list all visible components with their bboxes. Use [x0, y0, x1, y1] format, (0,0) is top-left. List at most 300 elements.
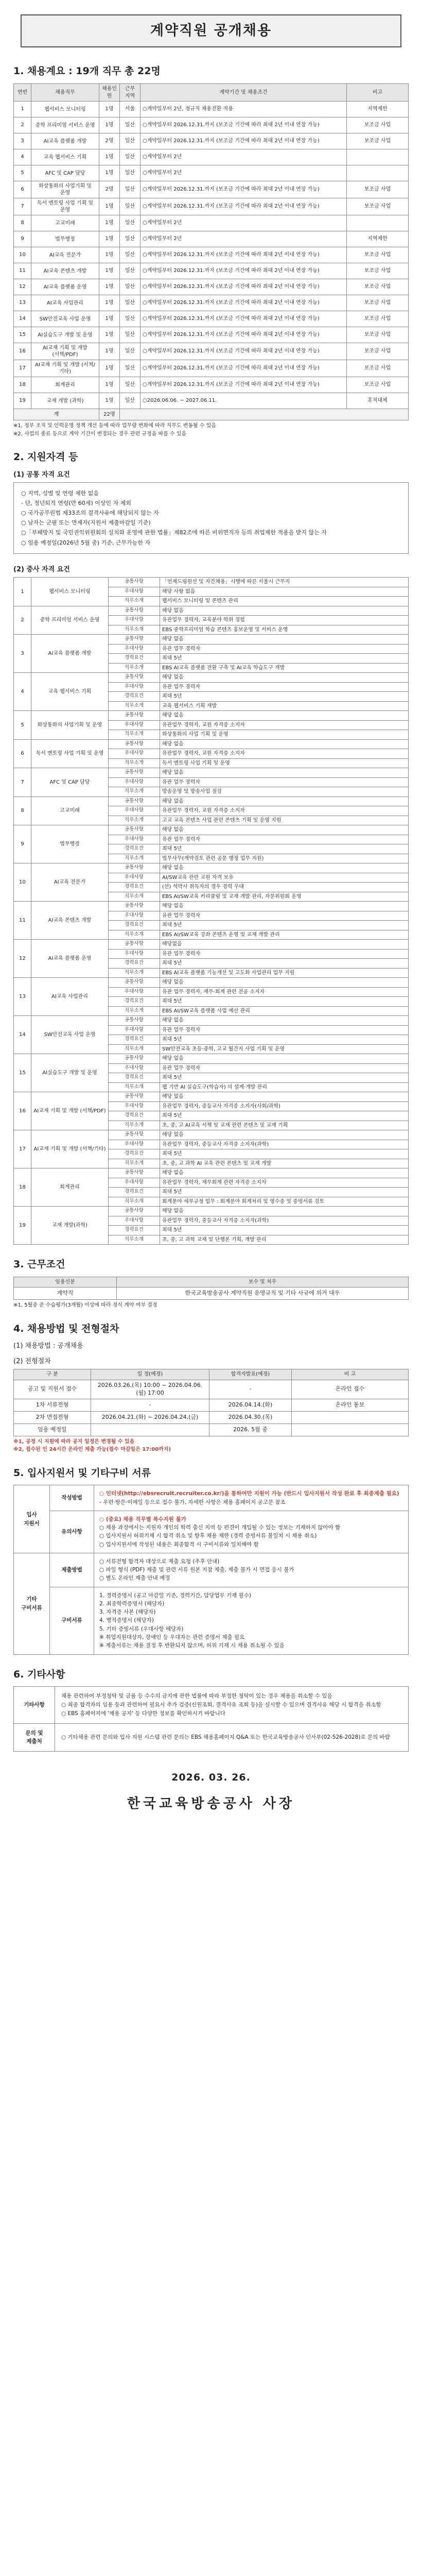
- table-row: [14, 711, 409, 721]
- table-row: [14, 247, 409, 263]
- requirement-key: 우대사항: [109, 1063, 160, 1073]
- content-line: ○ 별도 온라인 제출 안내 예정: [99, 1575, 170, 1582]
- table-row: [14, 1687, 409, 1723]
- section-6-heading: 6. 기타사항: [13, 1668, 65, 1680]
- row-number: 15: [14, 1054, 31, 1092]
- requirement-key: 공통사항: [109, 978, 160, 988]
- table-row: [14, 1511, 409, 1553]
- footnote: ※1, 공정 시 지원에 따라 공지 일정은 변경될 수 있음: [13, 1438, 135, 1445]
- work-region: 일산: [120, 198, 140, 215]
- work-region: 일산: [120, 165, 140, 181]
- row-number: 8: [14, 796, 31, 825]
- requirement-key: 직무소개: [109, 930, 160, 940]
- work-region: 일산: [120, 133, 140, 149]
- column-header: 연번: [14, 84, 31, 101]
- requirement-key: 직무소개: [109, 701, 160, 711]
- table-row: [14, 215, 409, 231]
- table-cell: -: [91, 1399, 209, 1411]
- table-cell: 온라인 접수: [292, 1380, 409, 1399]
- requirement-value: 최대 5년: [160, 1035, 409, 1045]
- row-note: 보조금 사업: [347, 295, 409, 311]
- column-header: 비고: [347, 84, 409, 101]
- item-content: [94, 1485, 409, 1511]
- table-row: [14, 739, 409, 749]
- requirement-key: 우대사항: [109, 749, 160, 759]
- requirement-key: 우대사항: [109, 587, 160, 597]
- table-row: [14, 181, 409, 198]
- requirement-key: 공통사항: [109, 739, 160, 749]
- requirement-item: ○ 남자는 군필 또는 면제자(지원서 제출마감일 기준): [21, 519, 151, 527]
- requirement-value: EBS AI/SW교육 플랫폼 사업 예산 관리: [160, 1006, 409, 1016]
- table-row: [14, 902, 409, 911]
- requirement-value: EBS AI교육 플랫폼 기능개선 및 고도화 사업관리 업무 지원: [160, 968, 409, 978]
- table-row: [14, 1411, 409, 1423]
- job-area: 고교미래: [31, 215, 99, 231]
- content-line: ○ 인터넷(http://ebsrecruit.recruiter.co.kr/)을 통하여만 지원이 가능 (반드시 입사지원서 작성 완료 후 최종제출 필요): [99, 1490, 399, 1497]
- job-area: AI교육 플랫폼 운영: [31, 279, 99, 295]
- table-row: [14, 1287, 409, 1300]
- requirement-value: 웹 기반 AI 실습도구(학습자) 의 설계·개발 관리: [160, 1082, 409, 1092]
- requirement-value: 최대 5년: [160, 844, 409, 854]
- content-line: 5. 기타 증빙서류 (우대사항 해당자): [99, 1625, 184, 1632]
- requirement-value: 해당 없음: [160, 768, 409, 778]
- requirement-key: 우대사항: [109, 616, 160, 625]
- row-number: 18: [14, 377, 31, 393]
- job-area: AI교재 기획 및 개발 (서책/기타): [31, 1130, 109, 1168]
- work-region: 일산: [120, 247, 140, 263]
- requirement-value: 해당없음: [160, 940, 409, 950]
- requirement-value: 해당 없음: [160, 978, 409, 988]
- requirement-value: 유관 업무 경력자: [160, 777, 409, 787]
- job-area: AI교육 플랫폼 운영: [31, 940, 109, 978]
- table-cell: 2026.04.21.(화) ~ 2026.04.24.(금): [91, 1411, 209, 1423]
- headcount: 1명: [99, 377, 120, 393]
- work-region: 일산: [120, 377, 140, 393]
- requirement-value: SW안전교육 초등·중학, 고교 월간지 사업 기획 및 운영: [160, 1044, 409, 1054]
- row-number: 13: [14, 978, 31, 1016]
- requirement-value: 최대 5년: [160, 1188, 409, 1197]
- requirement-key: 우대사항: [109, 911, 160, 921]
- table-row: [14, 1207, 409, 1216]
- requirement-key: 우대사항: [109, 1025, 160, 1035]
- content-line: 3. 자격증 사본 (해당자): [99, 1609, 156, 1616]
- requirement-key: 직무소개: [109, 597, 160, 606]
- content-line: ※ 제출서류는 채용 결정 후 반환되지 않으며, 허위 기재 시 채용 취소될 수 있음: [99, 1642, 285, 1649]
- requirement-key: 경력요건: [109, 1149, 160, 1159]
- requirement-value: 유관업무 경력자, 교육분야 학위 경험: [160, 616, 409, 625]
- requirement-key: 경력요건: [109, 1111, 160, 1121]
- requirement-key: 직무소개: [109, 854, 160, 863]
- column-header: 채용직무: [31, 84, 99, 101]
- table-cell: 2026.04.14.(화): [209, 1399, 292, 1411]
- section-1-heading: 1. 채용계요 : 19개 직무 총 22명: [13, 65, 161, 77]
- requirement-value: EBS AI/SW교육 강좌 콘텐츠 운영 및 교재 개발 관리: [160, 930, 409, 940]
- requirement-key: 직무소개: [109, 1082, 160, 1092]
- recruit-process: (2) 전형절차: [13, 1357, 51, 1365]
- requirement-key: 공통사항: [109, 606, 160, 616]
- row-number: 12: [14, 279, 31, 295]
- requirement-value: 유관 업무 경력자, 재무·회계 관련 전공 소지자: [160, 987, 409, 997]
- job-area: AI교육 사업관리: [31, 295, 99, 311]
- content-line: ○ (중요) 채용 직무별 복수지원 불가: [99, 1516, 186, 1522]
- requirement-value: 해당 없음: [160, 739, 409, 749]
- row-number: 2: [14, 117, 31, 133]
- row-number: 4: [14, 149, 31, 165]
- requirement-key: 공통사항: [109, 578, 160, 587]
- work-region: 일산: [120, 263, 140, 279]
- requirement-key: 직무소개: [109, 663, 160, 673]
- job-area: AI실습도구 개발 및 운영: [31, 1054, 109, 1092]
- requirement-key: 공통사항: [109, 1207, 160, 1216]
- recruitment-overview-table: [13, 83, 409, 420]
- requirement-value: 최대 5년: [160, 1073, 409, 1083]
- work-conditions-table: [13, 1277, 409, 1300]
- row-number: 16: [14, 1092, 31, 1130]
- row-number: 17: [14, 1130, 31, 1168]
- table-row: [14, 635, 409, 645]
- requirement-value: EBS AI/SW교육 커리큘럼 및 교재 개발 관리, 자문위원회 운영: [160, 892, 409, 902]
- table-header-row: [14, 1369, 409, 1380]
- job-requirements-table: [13, 577, 409, 1245]
- column-header: 채용인원: [99, 84, 120, 101]
- contract-conditions: ○계약일부터 2년: [140, 215, 347, 231]
- contract-conditions: ○2026.06.06. ~ 2027.06.11.: [140, 393, 347, 409]
- requirement-key: 경력요건: [109, 883, 160, 892]
- table-row: [14, 311, 409, 327]
- row-number: 15: [14, 327, 31, 343]
- job-area: AI교재 기획 및 개발 (서책/PDF): [31, 343, 99, 360]
- section-3-heading: 3. 근무조건: [13, 1259, 65, 1270]
- schedule-table: [13, 1369, 409, 1436]
- contract-conditions: ○계약일부터 2026.12.31.까지 (보조금 기간에 따라 최대 2년 이내 연장 가능): [140, 181, 347, 198]
- headcount: 1명: [99, 117, 120, 133]
- row-number: 3: [14, 133, 31, 149]
- requirement-value: EBS AI교육 플랫폼 전환 구축 및 AI교육 학습도구 개발: [160, 663, 409, 673]
- requirement-value: 해당 없음: [160, 711, 409, 721]
- job-area: 중학 프리미엄 서비스 운영: [31, 606, 109, 635]
- job-area: 교재 개발(과학): [31, 1207, 109, 1245]
- column-header: 비 고: [292, 1369, 409, 1380]
- requirement-key: 경력요건: [109, 1073, 160, 1083]
- job-area: SW안전교육 사업 운영: [31, 311, 99, 327]
- requirement-value: 유관 업무 경력자: [160, 644, 409, 654]
- row-note: 보조금 사업: [347, 279, 409, 295]
- row-number: 9: [14, 825, 31, 863]
- contract-conditions: ○계약일부터 2026.12.31.까지 (보조금 기간에 따라 최대 2년 이내 연장 가능): [140, 360, 347, 377]
- row-number: 9: [14, 231, 31, 247]
- requirement-value: 최대 5년: [160, 1149, 409, 1159]
- table-cell: 2026. 5월 중: [209, 1423, 292, 1436]
- group-label: 입사 지원서: [14, 1485, 50, 1553]
- contract-conditions: ○계약일부터 2년: [140, 231, 347, 247]
- requirement-key: 공통사항: [109, 635, 160, 645]
- requirement-value: 초, 중, 고 과학 교재 및 단행본 기획, 개발 관리: [160, 1235, 409, 1245]
- column-header: 근무 지역: [120, 84, 140, 101]
- contract-conditions: ○계약일부터 2026.12.31.까지 (보조금 기간에 따라 최대 2년 이내 연장 가능): [140, 133, 347, 149]
- requirement-value: 해당 없음: [160, 902, 409, 911]
- footnote: ※1, 정부 조직 및 인력운영 정책 개선 등에 따라 업무량 변화에 따라 직무도 변동될 수 있음: [13, 423, 217, 429]
- job-area: 화상통화의 사업기획 및 운영: [31, 181, 99, 198]
- requirement-value: 해당 없음: [160, 1130, 409, 1140]
- requirement-key: 우대사항: [109, 1140, 160, 1149]
- section-4-heading: 4. 채용방법 및 전형절차: [13, 1323, 119, 1334]
- row-number: 4: [14, 673, 31, 711]
- headcount: 1명: [99, 295, 120, 311]
- requirement-key: 직무소개: [109, 1006, 160, 1016]
- requirement-value: 해당 없음: [160, 863, 409, 873]
- requirement-value: 최대 5년: [160, 1226, 409, 1235]
- headcount: 1명: [99, 327, 120, 343]
- table-row: [14, 198, 409, 215]
- requirement-value: 최대 5년: [160, 921, 409, 930]
- column-header: 합격자발표(예정): [209, 1369, 292, 1380]
- column-header: 보수 및 처우: [117, 1277, 409, 1287]
- requirement-value: 고교 교육 콘텐츠 사업 관련 콘텐츠 기획 및 운영 지원: [160, 816, 409, 825]
- job-area: 교재 개발 (과학): [31, 393, 99, 409]
- requirement-key: 공통사항: [109, 1016, 160, 1026]
- requirement-value: 해당 없음: [160, 606, 409, 616]
- contract-conditions: ○계약일부터 2026.12.31.까지 (보조금 기간에 따라 최대 2년 이내 연장 가능): [140, 311, 347, 327]
- requirement-value: 유관 업무 경력자: [160, 911, 409, 921]
- requirement-key: 우대사항: [109, 1216, 160, 1226]
- item-label: 유의사항: [50, 1511, 94, 1553]
- requirement-value: 해당 없음: [160, 1092, 409, 1102]
- content-line: ○ 기타채용 관련 문의와 입사 지원 시스템 관련 문의는 EBS 채용홈페이지 Q&A 또는 한국교육방송공사 인사부(02-526-2028)로 문의 바람: [61, 1734, 390, 1740]
- requirement-key: 우대사항: [109, 1101, 160, 1111]
- headcount: 1명: [99, 393, 120, 409]
- job-area: AI실습도구 개발 및 운영: [31, 327, 99, 343]
- table-row: [14, 825, 409, 835]
- requirement-key: 공통사항: [109, 711, 160, 721]
- requirement-value: 회계분야 세부규정 업무 : 회계분야 회계처리 및 영수증 및 증빙서류 검토: [160, 1197, 409, 1207]
- section-2-heading: 2. 지원자격 등: [13, 451, 78, 463]
- job-area: AI교육 플랫폼 개발: [31, 635, 109, 673]
- content-line: ○ 최종 합격자의 임용 등과 관련하여 필요시 추가 검증(신원조회, 결격사유 조회 등)을 실시할 수 있으며 결격사유 해당 시 합격을 취소함: [61, 1701, 381, 1708]
- work-region: 일산: [120, 117, 140, 133]
- table-cell: 계약직: [14, 1287, 117, 1300]
- row-number: 5: [14, 711, 31, 740]
- headcount: 2명: [99, 133, 120, 149]
- requirement-value: (선) 석박사 취득자의 경우 경력 우대: [160, 883, 409, 892]
- row-note: 지역제한: [347, 231, 409, 247]
- common-requirements-heading: (1) 공통 자격 요건: [13, 470, 70, 479]
- requirement-key: 우대사항: [109, 806, 160, 816]
- job-area: 교육 웹서비스 기획: [31, 673, 109, 711]
- row-number: 7: [14, 768, 31, 797]
- content-line: ○ 입사지원서 허위기재 시 합격 취소 및 향후 채용 제한 (경력 증빙서류 불일치 시 채용 취소): [99, 1533, 317, 1539]
- requirement-key: 공통사항: [109, 902, 160, 911]
- requirement-value: 방송운영 및 방송사업 점검: [160, 787, 409, 797]
- row-number: 10: [14, 247, 31, 263]
- job-area: 회계관리: [31, 1168, 109, 1207]
- content-line: ○ 입사지원서에 작성된 내용은 최종합격 시 구비서류와 일치해야 함: [99, 1541, 259, 1548]
- content-line: ○ 파일 형식 (PDF) 제출 및 관련 서류 원본 지참 제출, 제출 불가 시 면접 응시 불가: [99, 1567, 294, 1573]
- contract-conditions: ○계약일부터 2026.12.31.까지 (보조금 기간에 따라 최대 2년 이내 연장 가능): [140, 263, 347, 279]
- row-number: 19: [14, 393, 31, 409]
- contract-conditions: ○계약일부터 2026.12.31.까지 (보조금 기간에 따라 최대 2년 이내 연장 가능): [140, 198, 347, 215]
- requirement-value: 해당 없음: [160, 635, 409, 645]
- requirement-key: 경력요건: [109, 959, 160, 969]
- item-label: 제출방법: [50, 1553, 94, 1587]
- column-header: 계약기간 및 채용조건: [140, 84, 347, 101]
- requirement-value: 해당 없음: [160, 673, 409, 683]
- job-area: AFC 및 CAP 담당: [31, 165, 99, 181]
- row-number: 8: [14, 215, 31, 231]
- table-header-row: [14, 84, 409, 101]
- job-area: 독서 멘토링 사업 기획 및 운영: [31, 739, 109, 768]
- headcount: 1명: [99, 360, 120, 377]
- row-note: 보조금 사업: [347, 263, 409, 279]
- row-number: 7: [14, 198, 31, 215]
- requirement-key: 경력요건: [109, 1035, 160, 1045]
- headcount: 1명: [99, 231, 120, 247]
- table-row: [14, 360, 409, 377]
- requirement-value: 초, 중, 고 과학 AI 교육 관련 콘텐츠 및 교재 개발: [160, 1159, 409, 1168]
- job-area: 독서 멘토링 사업 기획 및 운영: [31, 198, 99, 215]
- requirement-key: 직무소개: [109, 1159, 160, 1168]
- job-area: 고교미래: [31, 796, 109, 825]
- table-row: [14, 263, 409, 279]
- work-region: 일산: [120, 327, 140, 343]
- requirement-value: 해당 사항 없음: [160, 587, 409, 597]
- row-number: 12: [14, 940, 31, 978]
- requirement-key: 직무소개: [109, 625, 160, 635]
- table-row: [14, 796, 409, 806]
- requirement-key: 직무소개: [109, 758, 160, 768]
- job-area: 법무행정: [31, 825, 109, 863]
- requirement-key: 경력요건: [109, 654, 160, 664]
- requirement-value: 유관업무 경력자, 교원 자격증 소지자: [160, 720, 409, 730]
- requirement-value: 유관업무 경력자, 교원 자격증 소지자: [160, 806, 409, 816]
- row-number: 19: [14, 1207, 31, 1245]
- row-number: 18: [14, 1168, 31, 1207]
- requirement-key: 우대사항: [109, 873, 160, 883]
- row-note: [347, 149, 409, 165]
- row-number: 1: [14, 101, 31, 117]
- section-4-notes: [13, 1438, 409, 1453]
- row-note: 보조금 사업: [347, 311, 409, 327]
- section-3-note: ※1, 5월중 준 수습평가(3개월) 이상에 따라 정식 계약 여부 결정: [13, 1302, 157, 1309]
- table-row: [14, 117, 409, 133]
- requirement-key: 직무소개: [109, 1197, 160, 1207]
- row-number: 14: [14, 1016, 31, 1054]
- work-region: 일산: [120, 311, 140, 327]
- requirement-key: 우대사항: [109, 644, 160, 654]
- row-note: 보조금 사업: [347, 133, 409, 149]
- work-region: 일산: [120, 343, 140, 360]
- item-content: [55, 1723, 409, 1752]
- row-note: 휴직대체: [347, 393, 409, 409]
- requirement-value: 유관업무 경력자, 중등교사 자격증 소지자(사회/과학): [160, 1101, 409, 1111]
- requirement-value: 유관 업무 경력자: [160, 1063, 409, 1073]
- table-cell: 1차 서류전형: [14, 1399, 91, 1411]
- work-region: 서울: [120, 101, 140, 117]
- row-number: 5: [14, 165, 31, 181]
- row-number: 17: [14, 360, 31, 377]
- requirement-value: 독서 멘토링 사업 기획 및 운영: [160, 758, 409, 768]
- requirement-value: 「언제드림원선 및 자간채용」시행에 따른 서울시 근무지: [160, 578, 409, 587]
- work-region: 일산: [120, 215, 140, 231]
- requirement-value: 유관 업무 경력자: [160, 835, 409, 844]
- job-area: SW안전교육 사업 운영: [31, 1016, 109, 1054]
- job-area: 웹서비스 모니터링: [31, 101, 99, 117]
- requirement-key: 공통사항: [109, 1092, 160, 1102]
- row-number: 16: [14, 343, 31, 360]
- organization-signature: 한국교육방송공사 사장: [127, 1795, 295, 1811]
- contract-conditions: ○계약일부터 2년: [140, 165, 347, 181]
- row-number: 2: [14, 606, 31, 635]
- content-line: 4. 병적증명서 (해당자): [99, 1617, 154, 1624]
- requirement-value: 최대 5년: [160, 654, 409, 664]
- table-row: [14, 1399, 409, 1411]
- requirement-value: 유관 업무 경력자: [160, 949, 409, 959]
- requirement-value: 해당 없음: [160, 1168, 409, 1178]
- item-content: [94, 1587, 409, 1654]
- requirement-item: - 단, 정년퇴직 연령(만 60세) 이상인 자 제외: [21, 500, 131, 507]
- requirement-key: 직무소개: [109, 730, 160, 740]
- headcount: 1명: [99, 149, 120, 165]
- job-area: 법무행정: [31, 231, 99, 247]
- requirement-key: 직무소개: [109, 1235, 160, 1245]
- requirement-key: 우대사항: [109, 720, 160, 730]
- requirement-key: 직무소개: [109, 892, 160, 902]
- job-area: 교육 웹서비스 기획: [31, 149, 99, 165]
- headcount: 1명: [99, 263, 120, 279]
- headcount: 1명: [99, 198, 120, 215]
- table-row: [14, 133, 409, 149]
- requirement-value: 최대 5년: [160, 997, 409, 1007]
- work-region: 일산: [120, 149, 140, 165]
- section-5-heading: 5. 입사지원서 및 기타구비 서류: [13, 1467, 151, 1479]
- table-row: [14, 578, 409, 587]
- row-number: 1: [14, 578, 31, 606]
- table-row: [14, 165, 409, 181]
- requirement-item: ○「부패방지 및 국민권익위원회의 설치와 운영에 관한 법률」제82조에 따른 비위면직자 등의 취업제한 적용을 받지 않는 자: [21, 529, 327, 536]
- requirement-key: 우대사항: [109, 987, 160, 997]
- requirement-key: 직무소개: [109, 787, 160, 797]
- table-row: [14, 343, 409, 360]
- row-note: [347, 215, 409, 231]
- row-note: 지역제한: [347, 101, 409, 117]
- headcount: 1명: [99, 101, 120, 117]
- requirement-key: 공통사항: [109, 768, 160, 778]
- total-blank: [120, 409, 409, 420]
- requirement-value: 해당 없음: [160, 825, 409, 835]
- work-region: 일산: [120, 360, 140, 377]
- table-row: [14, 978, 409, 988]
- table-row: [14, 1587, 409, 1654]
- requirement-value: 해당 없음: [160, 796, 409, 806]
- table-row: [14, 1092, 409, 1102]
- item-content: [94, 1553, 409, 1587]
- requirement-key: 공통사항: [109, 796, 160, 806]
- table-cell: 온라인 통보: [292, 1399, 409, 1411]
- contract-conditions: ○계약일부터 2026.12.31.까지 (보조금 기간에 따라 최대 2년 이내 연장 가능): [140, 327, 347, 343]
- content-line: 2. 최종학력증명서 (해당자): [99, 1600, 165, 1607]
- table-row: [14, 1054, 409, 1064]
- requirement-value: 최대 5년: [160, 692, 409, 702]
- requirement-value: 웹서비스 모니터링 및 콘텐츠 관리: [160, 597, 409, 606]
- item-label: 문의 및 제출처: [14, 1723, 55, 1752]
- table-row: [14, 101, 409, 117]
- job-area: 웹서비스 모니터링: [31, 578, 109, 606]
- requirement-value: 최대 5년: [160, 959, 409, 969]
- row-note: 보조금 사업: [347, 343, 409, 360]
- item-content: [94, 1511, 409, 1553]
- row-note: [347, 165, 409, 181]
- table-row: [14, 231, 409, 247]
- requirement-item: ○ 임용 예정일(2026년 5월 중) 기준, 근무가능한 자: [21, 539, 151, 546]
